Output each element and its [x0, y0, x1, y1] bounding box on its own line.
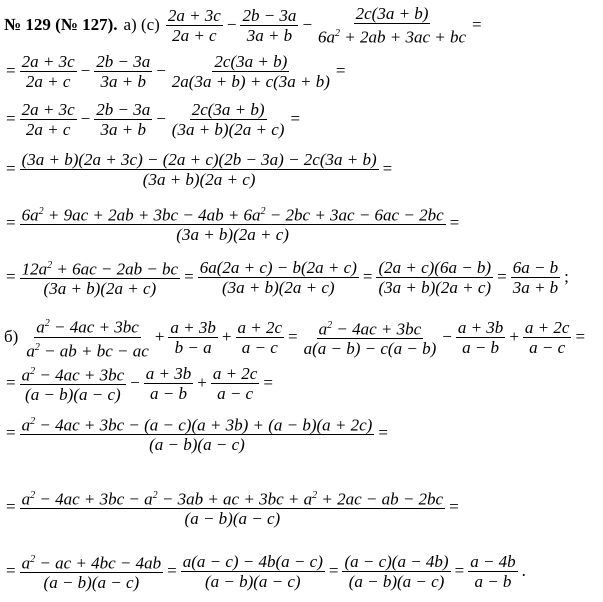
- numerator: (3a + b)(2a + 3c) − (2a + c)(2b − 3a) − 2c(3a + b): [21, 149, 377, 169]
- equation-line-b3: [4, 410, 390, 456]
- fraction: [240, 6, 298, 45]
- denominator: a − b: [474, 571, 512, 591]
- operator: =: [378, 423, 388, 442]
- equation-line-b1: [4, 314, 587, 360]
- fraction: [166, 6, 223, 45]
- equation-line-b4: [4, 484, 461, 530]
- operator: +: [221, 327, 232, 346]
- numerator: $a^2 - 4ac + 3bc - (a - c)(a + 3b) + (a - b)(a + 2c)$: [20, 412, 375, 436]
- denominator: a − c: [241, 337, 278, 357]
- denominator: $a^2$ − ab + bc − ac: [26, 341, 149, 361]
- denominator: (a − b)(a − c): [348, 571, 445, 591]
- numerator: a + 2c: [212, 363, 258, 383]
- fraction: [211, 364, 260, 403]
- equation-line-a2: [4, 48, 348, 94]
- operator: =: [167, 561, 177, 580]
- operator: =: [449, 497, 459, 516]
- numerator: 2c(3a + b): [214, 51, 288, 71]
- numerator: 2a + 3c: [167, 5, 221, 25]
- denominator: 2a(3a + b) + c(3a + b): [171, 71, 330, 91]
- numerator: 2a + 3c: [21, 51, 75, 71]
- operator: =: [472, 15, 482, 34]
- operator: +: [197, 373, 207, 392]
- fraction: [456, 318, 505, 357]
- numerator: a + 2c: [237, 317, 283, 337]
- fraction: [181, 552, 325, 591]
- fraction: [94, 52, 152, 91]
- operator: =: [184, 267, 194, 286]
- operator: =: [362, 267, 373, 286]
- numerator: 6a(2a + c) − b(2a + c): [199, 257, 357, 277]
- fraction: [20, 100, 77, 139]
- operator: =: [454, 561, 465, 580]
- equation-line-a4: [4, 146, 394, 192]
- fraction: [170, 100, 287, 139]
- fraction: [20, 362, 127, 405]
- equation-line-b2: [4, 360, 275, 406]
- operator: =: [328, 561, 339, 580]
- fraction: [198, 258, 359, 297]
- numerator: $6a^2 + 9ac + 2ab + 3bc - 4ab + 6a^2 - 2bc + 3ac - 6ac - 2bc$: [20, 202, 446, 226]
- denominator: b − a: [174, 337, 212, 357]
- fraction: [523, 318, 572, 357]
- numerator: 2c(3a + b): [191, 99, 265, 119]
- denominator: 3a + b: [100, 71, 146, 91]
- denominator: (3a + b)(2a + c): [221, 277, 335, 297]
- denominator: (a − b)(a − c): [25, 385, 121, 405]
- part-label: а) (с): [123, 15, 160, 34]
- fraction: [170, 52, 332, 91]
- operator: +: [509, 327, 519, 346]
- operator: ;: [564, 267, 569, 286]
- fraction: [20, 550, 164, 593]
- operator: −: [302, 15, 313, 34]
- denominator: 3a + b: [246, 25, 293, 45]
- part-label: б): [4, 327, 19, 346]
- fraction: [511, 258, 560, 297]
- operator: =: [497, 267, 507, 286]
- denominator: 2a + c: [172, 25, 217, 45]
- numerator: (2a + c)(6a − b): [378, 257, 492, 277]
- operator: −: [156, 109, 166, 128]
- denominator: (a − b)(a − c): [43, 573, 140, 593]
- numerator: a + 3b: [145, 363, 192, 383]
- numerator: 2b − 3a: [96, 99, 151, 119]
- fraction: [94, 100, 152, 139]
- equation-line-a6: [4, 254, 571, 300]
- fraction: [342, 552, 450, 591]
- operator: =: [6, 109, 16, 128]
- equation-line-b5: [4, 548, 528, 594]
- fraction: [20, 412, 375, 455]
- fraction: [236, 318, 285, 357]
- fraction: [24, 314, 151, 360]
- equation-line-a3: [4, 96, 302, 142]
- numerator: 6a − b: [512, 257, 559, 277]
- fraction: [20, 486, 446, 529]
- denominator: (a − b)(a − c): [204, 571, 301, 591]
- denominator: (3a + b)(2a + c): [142, 169, 256, 189]
- operator: −: [156, 61, 166, 80]
- operator: =: [263, 373, 273, 392]
- fraction: [20, 256, 181, 299]
- numerator: a(a − c) − 4b(a − c): [182, 551, 323, 571]
- denominator: $6a^2 + 2ab + 3ac$ + bc: [318, 27, 467, 47]
- operator: =: [449, 213, 460, 232]
- numerator: a + 3b: [170, 317, 216, 337]
- numerator: $a^2 - 4ac + 3bc$: [20, 362, 127, 386]
- denominator: (3a + b)(2a + c): [171, 119, 285, 139]
- fraction: [20, 202, 446, 245]
- operator: =: [6, 267, 16, 286]
- equation-line-a1: [4, 2, 484, 48]
- operator: =: [382, 159, 393, 178]
- operator: −: [80, 109, 91, 128]
- numerator: 2a + 3c: [21, 99, 75, 119]
- operator: −: [226, 15, 237, 34]
- operator: =: [6, 423, 16, 442]
- operator: =: [288, 327, 298, 346]
- denominator: 2a + c: [25, 71, 71, 91]
- operator: =: [575, 327, 586, 346]
- problem-label: № 129 (№ 127).: [4, 15, 118, 34]
- numerator: a − 4b: [470, 551, 516, 571]
- numerator: a + 3b: [457, 317, 504, 337]
- operator: =: [6, 159, 16, 178]
- fraction: [20, 150, 379, 189]
- operator: =: [6, 61, 16, 80]
- operator: =: [335, 61, 346, 80]
- denominator: a − b: [149, 383, 187, 403]
- equation-line-a5: [4, 200, 461, 246]
- numerator: 2b − 3a: [242, 5, 297, 25]
- fraction: [20, 52, 77, 91]
- numerator: $a^2 - 4ac + 3bc$: [34, 314, 141, 338]
- operator: =: [6, 213, 16, 232]
- denominator: (3a + b)(2a + c): [176, 225, 289, 245]
- numerator: a + 2c: [524, 317, 570, 337]
- operator: =: [6, 561, 16, 580]
- denominator: (a − b)(a − c): [149, 435, 245, 455]
- numerator: $a^2 - 4ac + 3bc$: [317, 316, 424, 340]
- numerator: 2b − 3a: [96, 51, 151, 71]
- denominator: (a − b)(a − c): [184, 509, 281, 529]
- fraction: [468, 552, 517, 591]
- operator: −: [442, 327, 452, 346]
- fraction: [144, 364, 193, 403]
- operator: =: [6, 373, 16, 392]
- denominator: a − c: [217, 383, 254, 403]
- operator: .: [521, 561, 526, 580]
- numerator: $a^2 - 4ac + 3bc - a^2 - 3ab$ + ac + $3bc + a^2 + 2ac$ − ab − 2bc: [20, 486, 446, 510]
- denominator: 3a + b: [100, 119, 146, 139]
- operator: +: [154, 327, 165, 346]
- fraction: [376, 258, 493, 297]
- numerator: $a^2$ − ac + 4bc − 4ab: [20, 550, 164, 574]
- denominator: a(a − b) − c(a − b): [303, 339, 437, 359]
- numerator: $12a^2 + 6ac - 2ab$ − bc: [20, 256, 181, 280]
- denominator: a − b: [462, 337, 500, 357]
- denominator: 2a + c: [25, 119, 71, 139]
- denominator: a − c: [529, 337, 566, 357]
- numerator: (a − c)(a − 4b): [344, 551, 449, 571]
- operator: =: [290, 109, 301, 128]
- fraction: [168, 318, 217, 357]
- operator: −: [130, 373, 140, 392]
- denominator: (3a + b)(2a + c): [378, 277, 492, 297]
- denominator: 3a + b: [512, 277, 559, 297]
- fraction: [316, 4, 468, 47]
- fraction: [302, 316, 439, 359]
- denominator: (3a + b)(2a + c): [43, 279, 157, 299]
- numerator: 2c(3a + b): [355, 3, 429, 23]
- operator: −: [80, 61, 91, 80]
- operator: =: [6, 497, 16, 516]
